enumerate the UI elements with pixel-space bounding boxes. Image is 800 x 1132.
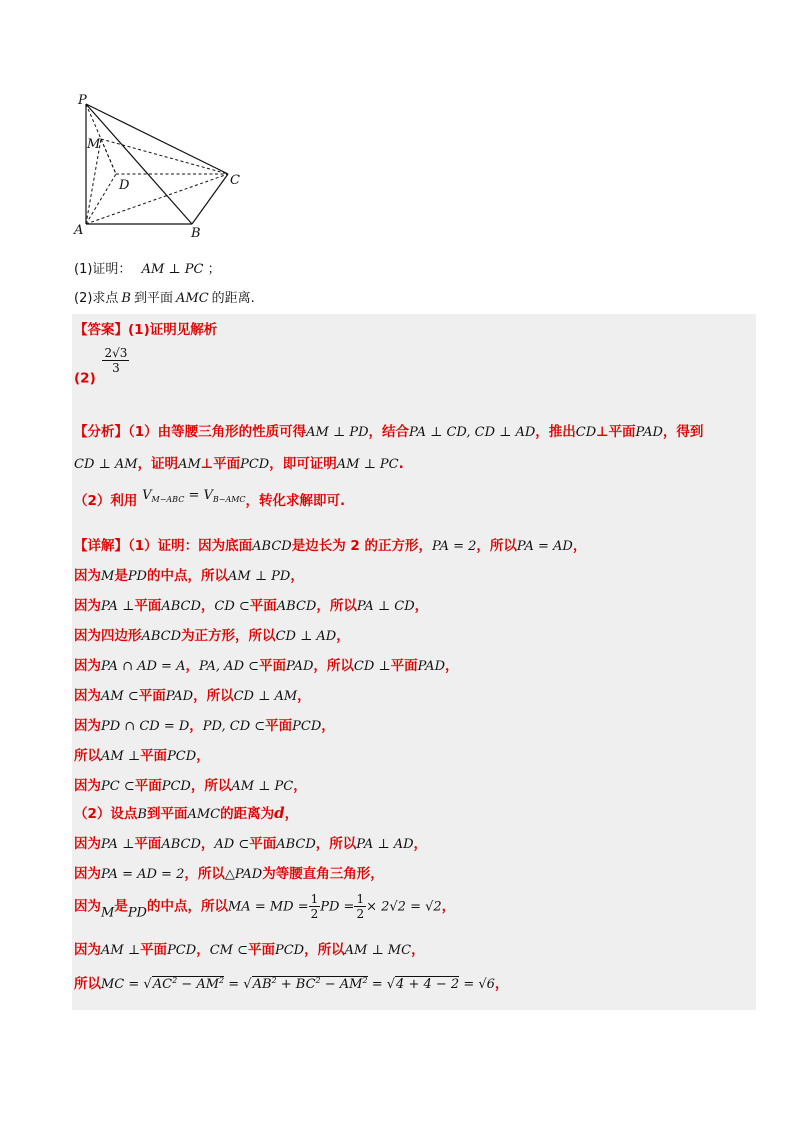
analysis-line-2: CD ⊥ AM，证明AM⊥平面PCD，即可证明AM ⊥ PC. xyxy=(74,456,404,472)
detail-line-12: 因为PA = AD = 2，所以△PAD为等腰直角三角形， xyxy=(74,866,384,882)
detail-line-14: 因为AM ⊥平面PCD，CM ⊂平面PCD，所以AM ⊥ MC， xyxy=(74,942,425,958)
question-1: (1)证明： AM ⊥ PC ； xyxy=(74,262,221,277)
edge-md xyxy=(101,139,116,174)
edge-ac xyxy=(86,174,228,224)
detail-line-3: 因为PA ⊥平面ABCD，CD ⊂平面ABCD，所以PA ⊥ CD， xyxy=(74,598,429,614)
edge-pc xyxy=(86,104,228,174)
detail-line-9: 因为PC ⊂平面PCD，所以AM ⊥ PC， xyxy=(74,778,307,794)
detail-line-7: 因为PD ∩ CD = D，PD, CD ⊂平面PCD， xyxy=(74,718,335,734)
analysis-line-3: （2）利用 $V_{M-ABC} = V_{B-AMC}$，转化求解即可. xyxy=(74,488,346,509)
label-c: C xyxy=(230,173,240,188)
detail-line-4: 因为四边形ABCD为正方形，所以CD ⊥ AD， xyxy=(74,628,350,644)
detail-line-10: （2）设点B到平面AMC的距离为d， xyxy=(74,804,299,822)
detail-line-8: 所以AM ⊥平面PCD， xyxy=(74,748,210,764)
detail-line-2: 因为M是PD的中点，所以AM ⊥ PD， xyxy=(74,568,304,584)
label-p: P xyxy=(78,93,87,108)
label-d: D xyxy=(119,178,130,193)
answer-part2: (2) $\frac{2√3}{3}$ xyxy=(74,346,128,387)
detail-line-1: 【详解】（1）证明：因为底面ABCD是边长为 2 的正方形，PA = 2，所以PA = AD， xyxy=(74,538,587,554)
pyramid-figure xyxy=(72,92,252,242)
detail-line-15: 所以MC = $√AC^2 - AM^2 = √AB^2 + BC^2 - AM^2 = √4 + 4 - 2 = √6$， xyxy=(74,976,509,992)
label-b: B xyxy=(191,226,201,241)
detail-line-6: 因为AM ⊂平面PAD，所以CD ⊥ AM， xyxy=(74,688,311,704)
label-a: A xyxy=(74,223,84,238)
answer-label: 【答案】(1)证明见解析 xyxy=(74,322,218,338)
edge-mc xyxy=(101,139,228,174)
detail-line-5: 因为PA ∩ AD = A，PA, AD ⊂平面PAD，所以CD ⊥平面PAD， xyxy=(74,658,459,674)
edge-ad xyxy=(86,174,116,224)
edge-pb xyxy=(86,104,192,224)
question-2: (2)求点 B 到平面 AMC 的距离. xyxy=(74,291,255,306)
detail-line-13: 因为M是PD的中点，所以MA = MD = $\frac{1}{2}$ PD = $\frac{1}{2}$ × 2√2 = √2， xyxy=(74,892,456,921)
detail-line-11: 因为PA ⊥平面ABCD，AD ⊂平面ABCD，所以PA ⊥ AD， xyxy=(74,836,428,852)
analysis-line-1: 【分析】（1）由等腰三角形的性质可得AM ⊥ PD，结合PA ⊥ CD, CD ⊥ AD，推出CD⊥平面PAD，得到 xyxy=(74,424,704,440)
edge-bc xyxy=(192,174,228,224)
label-m: M xyxy=(87,137,101,152)
